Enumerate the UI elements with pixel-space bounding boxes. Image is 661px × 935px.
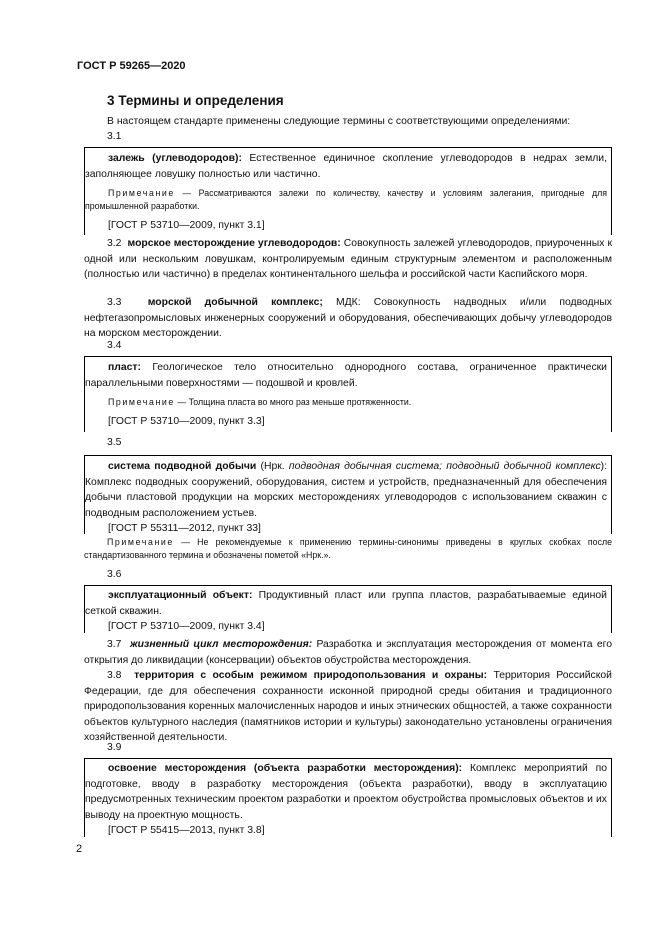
term-definition-3-5 (85, 459, 607, 521)
note-label: Примечание (107, 537, 174, 547)
term-text: Комплекс подводных сооружений, оборудования, систем и устройств, предназначенный для обеспечения добычи пластовой продукции на морских месторождениях углеводородов с использованием скважин с подводным расположением устьев. (85, 476, 607, 519)
document-header: ГОСТ Р 59265—2020 (77, 60, 186, 72)
note-text: — Рассматриваются залежи по количеству, качеству и условиям залегания, пригодные для промышленной разработки. (85, 188, 607, 211)
term-text: МДК: Совокупность надводных и/или подводных нефтегазопромысловых инженерных сооружений и оборудования, обеспечивающих добычу углеводородов на морском месторождении. (84, 297, 612, 339)
term-number-3-6: 3.6 (107, 569, 122, 580)
term-name: эксплуатационный объект: (108, 590, 253, 601)
term-name: жизненный цикл месторождения: (130, 639, 313, 650)
term-definition-3-9 (85, 761, 607, 823)
term-definition-3-6 (85, 588, 607, 619)
term-box-3-4 (84, 356, 612, 432)
term-box-3-6 (84, 585, 612, 633)
term-number-3-1: 3.1 (107, 131, 122, 142)
term-box-3-5 (84, 455, 612, 534)
term-text: Разработка и эксплуатация месторождения от момента его открытия до ликвидации (консервации) объектов обустройства месторождения. (84, 639, 612, 666)
term-number: 3.3 (107, 297, 122, 308)
term-number: 3.8 (107, 670, 122, 681)
source-reference-3-5: [ГОСТ Р 55311—2012, пункт 33] (108, 523, 261, 534)
intro-paragraph: В настоящем стандарте применены следующие термины с соответствующими определениями: (107, 116, 571, 127)
term-name: система подводной добычи (108, 461, 257, 472)
term-name: залежь (углеводородов): (108, 153, 242, 164)
term-number-3-9: 3.9 (107, 742, 122, 753)
source-reference-3-1: [ГОСТ Р 53710—2009, пункт 3.1] (108, 220, 265, 231)
term-text: Продуктивный пласт или группа пластов, разрабатываемые единой сеткой скважин. (85, 590, 607, 617)
term-number-3-5: 3.5 (107, 437, 122, 448)
note-3-1 (85, 187, 607, 213)
page-number: 2 (76, 843, 83, 855)
term-text: Геологическое тело относительно однородного состава, ограниченное практически параллельными поверхностями — подошвой и кровлей. (85, 362, 607, 389)
term-name: освоение месторождения (объекта разработки месторождения): (108, 763, 463, 774)
deprecated-prefix: (Нрк. (256, 461, 289, 472)
term-text: Территория Российской Федерации, где для обеспечения сохранности исконной природной среды обитания и традиционного природопользования коренных малочисленных народов и иных этнических общностей, а также сохранности объектов культурного наследия (памятников истории и культуры) законодательно установлены ограничения хозяйственной деятельности. (84, 670, 612, 743)
note-text: — Толщина пласта во много раз меньше протяженности. (174, 397, 412, 407)
note-text: — Не рекомендуемые к применению термины-синонимы приведены в круглых скобках после стандартизованного термина и обозначены пометой «Нрк.». (84, 537, 612, 560)
term-number: 3.7 (107, 639, 122, 650)
deprecated-terms: подводная добычная система; подводный добычной комплекс (288, 461, 601, 472)
note-label: Примечание (108, 188, 175, 198)
term-name: морское месторождение углеводородов: (127, 238, 341, 249)
term-3-2 (84, 236, 612, 283)
source-reference-3-9: [ГОСТ Р 55415—2013, пункт 3.8] (108, 825, 265, 836)
term-name: морской добычной комплекс; (147, 297, 323, 308)
note-label: Примечание (108, 397, 175, 407)
section-title: 3 Термины и определения (107, 93, 284, 108)
note-3-4 (85, 396, 607, 409)
term-text: Совокупность залежей углеводородов, приуроченных к одной или нескольким ловушкам, контролируемым единым структурным элементом и расположенным (полностью или частично) в пределах континентального шельфа и российской части Каспийского моря. (84, 238, 612, 280)
term-3-7 (84, 637, 612, 668)
note-3-5 (84, 536, 612, 562)
term-3-8 (84, 668, 612, 746)
term-name: территория с особым режимом природопользования и охраны: (134, 670, 488, 681)
term-box-3-1 (84, 147, 612, 235)
deprecated-suffix: ): (600, 461, 607, 472)
term-name: пласт: (108, 362, 141, 373)
term-text: Естественное единичное скопление углеводородов в недрах земли, заполняющее ловушку полностью или частично. (85, 153, 607, 180)
term-number: 3.2 (107, 238, 122, 249)
term-definition-3-1 (85, 151, 607, 182)
term-box-3-9 (84, 758, 612, 837)
source-reference-3-6: [ГОСТ Р 53710—2009, пункт 3.4] (108, 621, 265, 632)
term-number-3-4: 3.4 (107, 340, 122, 351)
term-3-3 (84, 295, 612, 342)
term-text: Комплекс мероприятий по подготовке, вводу в разработку месторождения (объекта разработки), вводу в эксплуатацию предусмотренных техническим проектом разработки и проектом обустройства промысловых объектов и их выводу на проектную мощность. (85, 763, 607, 821)
source-reference-3-4: [ГОСТ Р 53710—2009, пункт 3.3] (108, 416, 265, 427)
term-definition-3-4 (85, 360, 607, 391)
